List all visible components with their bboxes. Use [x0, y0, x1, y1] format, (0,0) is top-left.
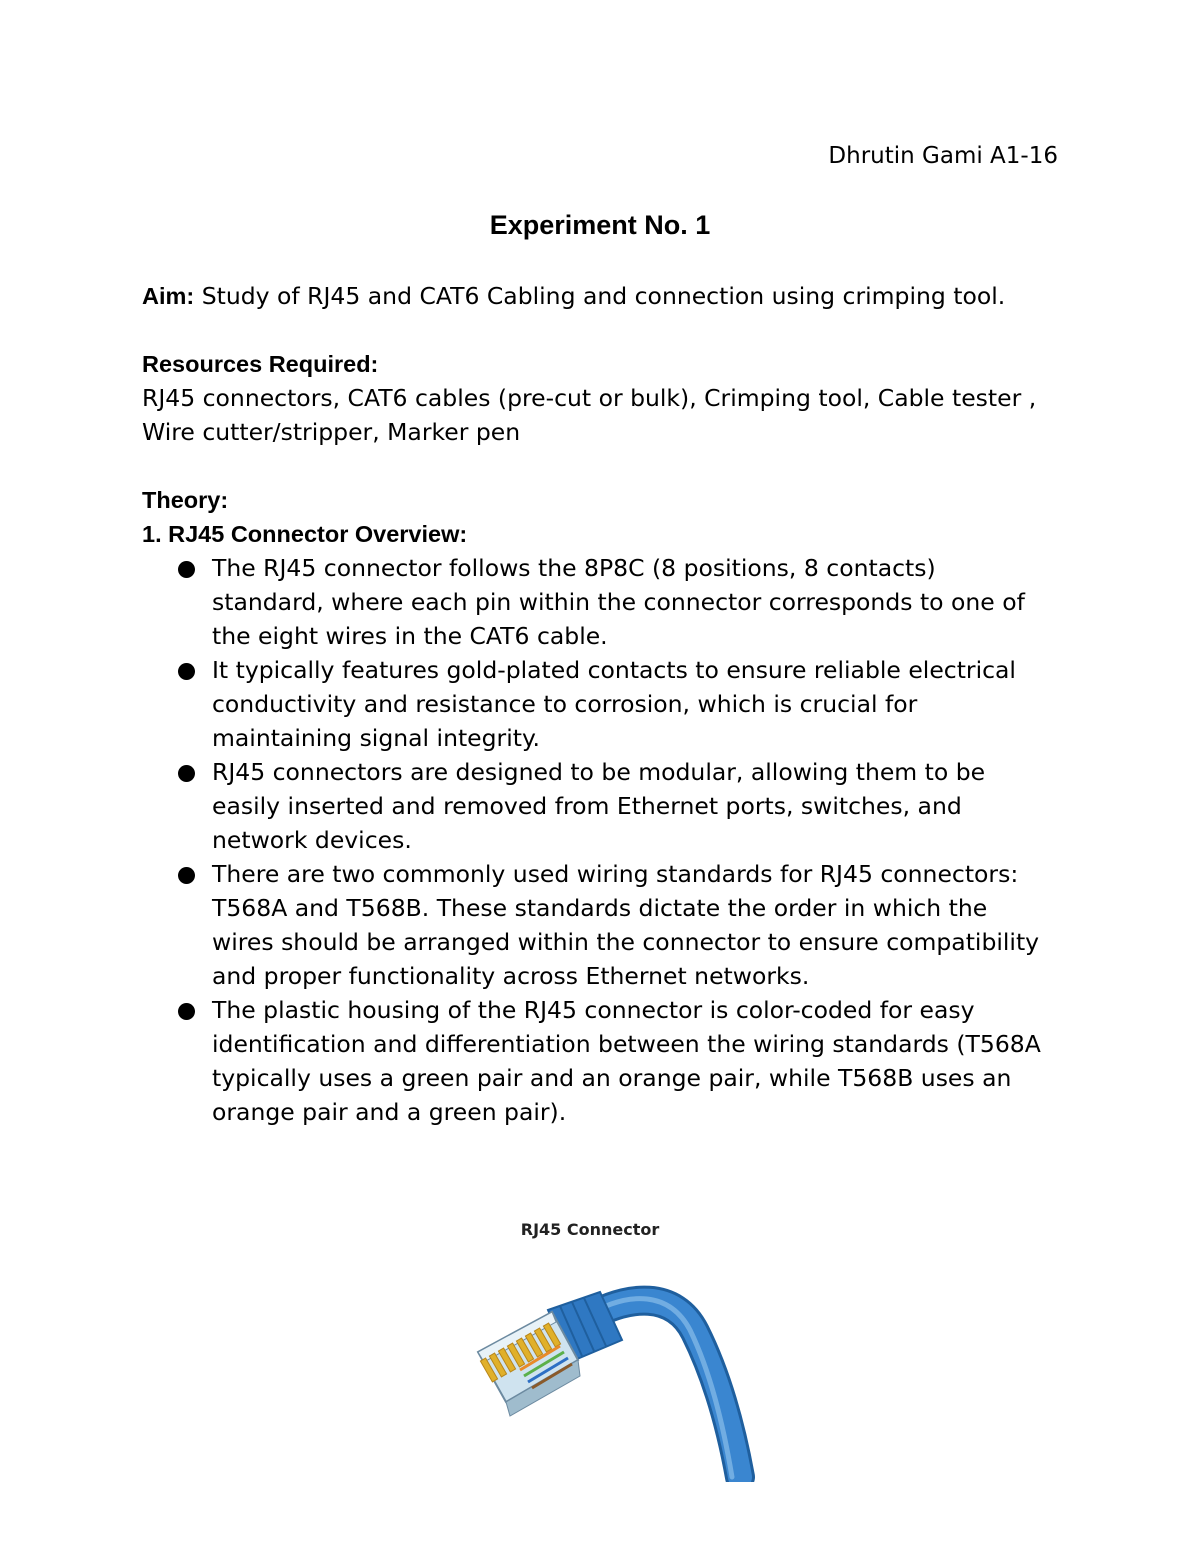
aim-text: Study of RJ45 and CAT6 Cabling and connection using crimping tool.: [194, 282, 1006, 310]
author-line: Dhrutin Gami A1-16: [828, 143, 1058, 169]
resources-heading: Resources Required:: [142, 351, 379, 377]
aim-label: Aim:: [142, 283, 195, 309]
document-body: [142, 279, 1042, 1129]
list-item: [212, 857, 1042, 993]
aim-paragraph: [142, 279, 1042, 313]
bullet-icon: [178, 1003, 195, 1020]
list-item: [212, 551, 1042, 653]
theory-subheading: 1. RJ45 Connector Overview:: [142, 521, 468, 547]
theory-bullet-list: [142, 551, 1042, 1129]
rj45-figure: [460, 1218, 760, 1478]
bullet-text: The plastic housing of the RJ45 connector is color-coded for easy identification and differentiation between the wiring standards (T568A typically uses a green pair and an orange pair, while T568B uses an orange pair and a green pair).: [212, 996, 1041, 1126]
list-item: [212, 755, 1042, 857]
bullet-text: It typically features gold-plated contacts to ensure reliable electrical conductivity and resistance to corrosion, which is crucial for maintaining signal integrity.: [212, 656, 1016, 752]
bullet-text: The RJ45 connector follows the 8P8C (8 positions, 8 contacts) standard, where each pin within the connector corresponds to one of the eight wires in the CAT6 cable.: [212, 554, 1025, 650]
bullet-icon: [178, 663, 195, 680]
bullet-icon: [178, 561, 195, 578]
resources-text: RJ45 connectors, CAT6 cables (pre-cut or bulk), Crimping tool, Cable tester , Wire cutter/stripper, Marker pen: [142, 384, 1037, 446]
theory-heading: Theory:: [142, 487, 229, 513]
bullet-text: There are two commonly used wiring standards for RJ45 connectors: T568A and T568B. These standards dictate the order in which the wires should be arranged within the connector to ensure compatibility and proper functionality across Ethernet networks.: [212, 860, 1040, 990]
figure-caption: RJ45 Connector: [520, 1220, 660, 1239]
page-title: Experiment No. 1: [489, 210, 711, 240]
bullet-icon: [178, 765, 195, 782]
list-item: [212, 653, 1042, 755]
bullet-icon: [178, 867, 195, 884]
rj45-connector-icon: [460, 1252, 760, 1482]
list-item: [212, 993, 1042, 1129]
bullet-text: RJ45 connectors are designed to be modular, allowing them to be easily inserted and removed from Ethernet ports, switches, and network devices.: [212, 758, 986, 854]
